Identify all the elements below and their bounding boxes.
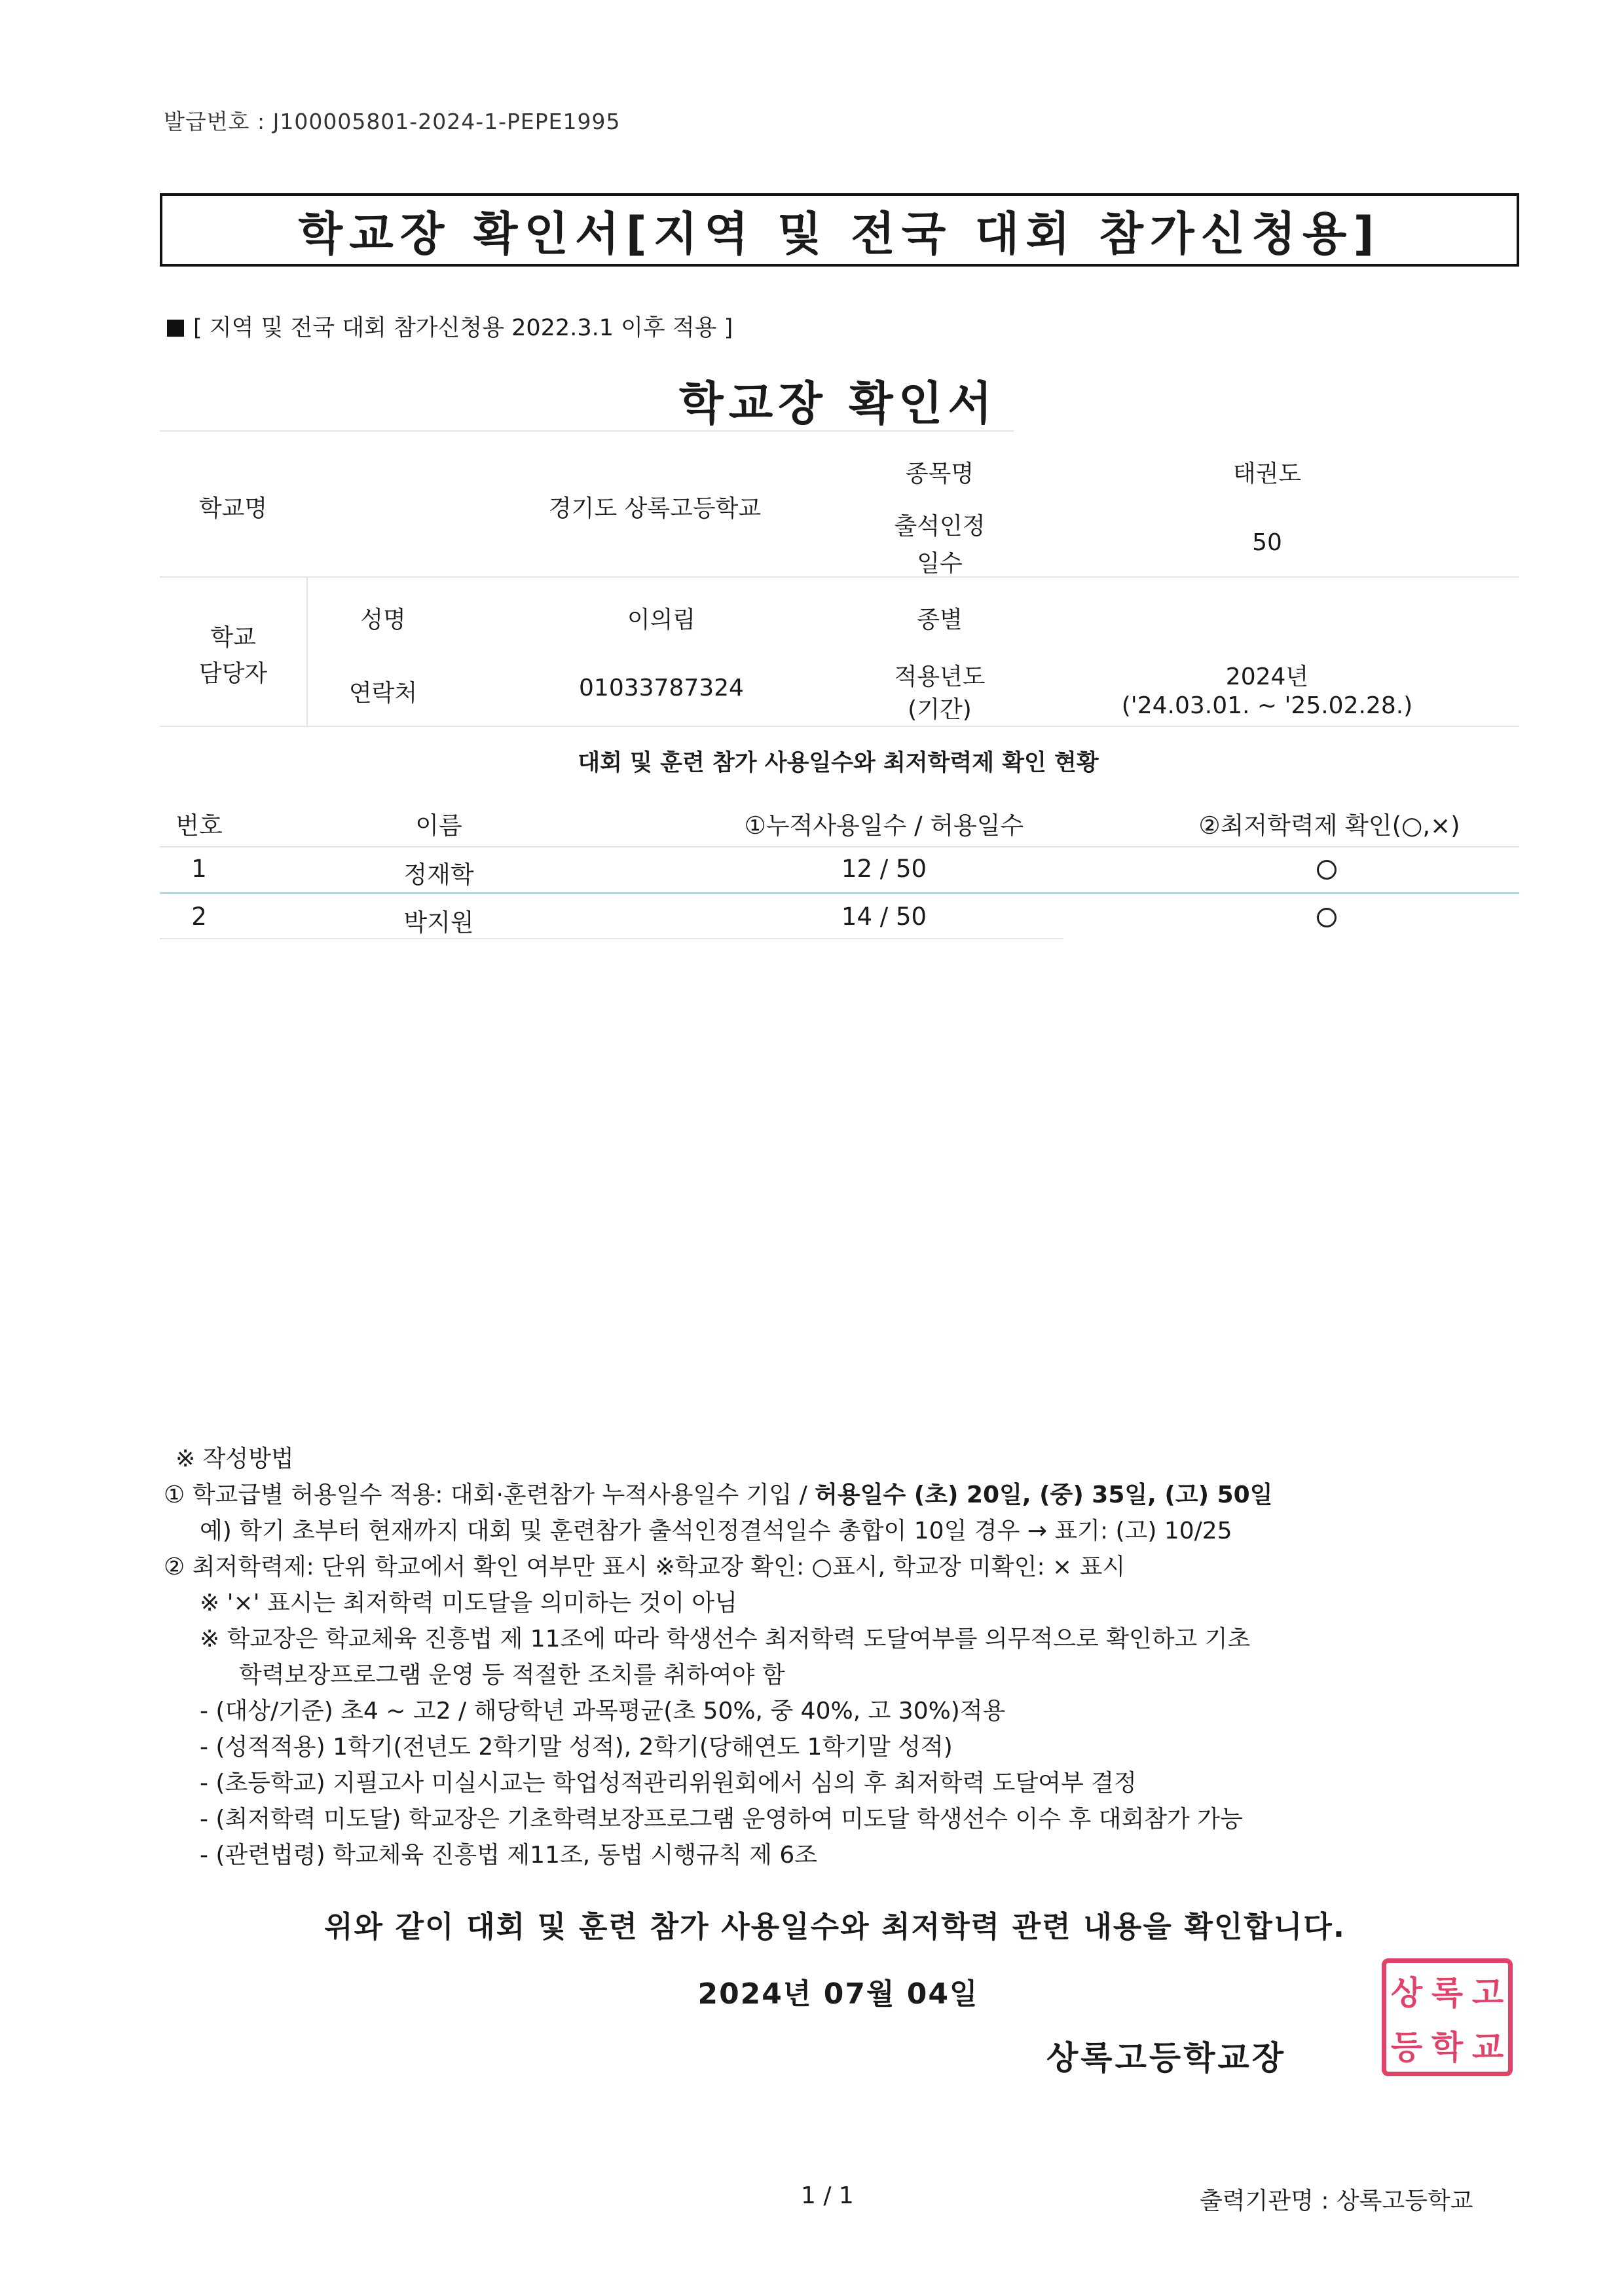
name-value: 이의림	[627, 606, 696, 633]
notice	[167, 310, 733, 343]
header-check: ②최저학력제 확인(○,×)	[1198, 812, 1460, 840]
row-1-check-circle-icon	[1317, 860, 1337, 880]
divider	[160, 938, 1063, 939]
event-label: 종목명	[905, 460, 974, 487]
notes-line-3: ② 최저학력제: 단위 학교에서 확인 여부만 표시 ※학교장 확인: ○표시, 학교장 미확인: × 표시	[164, 1554, 1126, 1580]
school-value: 경기도 상록고등학교	[548, 495, 762, 522]
issue-number: 발급번호 : J100005801-2024-1-PEPE1995	[164, 109, 621, 134]
notes-line-10: - (최저학력 미도달) 학교장은 기초학력보장프로그램 운영하여 미도달 학생선수 이수 후 대회참가 가능	[200, 1806, 1243, 1833]
notes-line-5: ※ 학교장은 학교체육 진흥법 제 11조에 따라 학생선수 최저학력 도달여부를 의무적으로 확인하고 기초	[200, 1626, 1251, 1652]
row-1-name: 정재학	[403, 861, 474, 889]
school-seal-stamp	[1382, 1958, 1513, 2076]
year-value-1: 2024년	[1225, 663, 1309, 690]
confirmation-statement: 위와 같이 대회 및 훈련 참가 사용일수와 최저학력 관련 내용을 확인합니다.	[324, 1909, 1346, 1944]
row-2-name: 박지원	[403, 908, 474, 937]
notes-line-4: ※ '×' 표시는 최저학력 미도달을 의미하는 것이 아님	[200, 1590, 737, 1616]
square-bullet-icon	[167, 320, 184, 337]
notice-text: [ 지역 및 전국 대회 참가신청용 2022.3.1 이후 적용 ]	[193, 315, 733, 341]
row-divider	[160, 892, 1519, 894]
year-value-2: ('24.03.01. ~ '25.02.28.)	[1121, 692, 1413, 719]
contact-value: 01033787324	[579, 675, 744, 701]
year-label-2: (기간)	[908, 696, 972, 723]
header-number: 번호	[175, 812, 223, 840]
notes-line-7: - (대상/기준) 초4 ~ 고2 / 해당학년 과목평균(초 50%, 중 40%, 고 30%)적용	[200, 1698, 1006, 1725]
notes-line-1-text: ① 학교급별 허용일수 적용: 대회·훈련참가 누적사용일수 기입 /	[164, 1482, 815, 1508]
seal-char: 고	[1471, 1973, 1504, 2012]
category-label: 종별	[917, 606, 963, 633]
name-label: 성명	[360, 606, 406, 633]
notes-line-11: - (관련법령) 학교체육 진흥법 제11조, 동법 시행규칙 제 6조	[200, 1842, 818, 1869]
row-2-check-circle-icon	[1317, 908, 1337, 927]
divider	[160, 846, 1519, 848]
header-name: 이름	[415, 812, 462, 840]
seal-char: 록	[1431, 1973, 1464, 2012]
manager-label-2: 담당자	[198, 660, 268, 687]
seal-char: 학	[1431, 2027, 1464, 2066]
notes-line-8: - (성적적용) 1학기(전년도 2학기말 성적), 2학기(당해연도 1학기말 성적)	[200, 1734, 953, 1761]
notes-line-6: 학력보장프로그램 운영 등 적절한 조치를 취하여야 함	[239, 1662, 785, 1689]
manager-label-1: 학교	[210, 624, 256, 651]
issuing-institution: 출력기관명 : 상록고등학교	[1200, 2188, 1473, 2214]
page-number: 1 / 1	[801, 2182, 854, 2209]
row-1-number: 1	[191, 855, 207, 883]
seal-char: 등	[1390, 2027, 1423, 2066]
notes-line-9: - (초등학교) 지필고사 미실시교는 학업성적관리위원회에서 심의 후 최저학력 도달여부 결정	[200, 1770, 1137, 1797]
row-1-days: 12 / 50	[841, 855, 927, 883]
attendance-label-1: 출석인정	[894, 513, 986, 540]
issue-date: 2024년 07월 04일	[697, 1977, 979, 2011]
principal-name: 상록고등학교장	[1046, 2039, 1287, 2077]
document-title-box	[160, 193, 1519, 267]
event-value: 태권도	[1232, 460, 1302, 487]
seal-char: 교	[1471, 2027, 1504, 2066]
row-2-days: 14 / 50	[841, 903, 927, 931]
attendance-value: 50	[1252, 529, 1282, 556]
notes-heading: ※ 작성방법	[175, 1446, 294, 1472]
divider	[160, 576, 1519, 578]
header-days: ①누적사용일수 / 허용일수	[744, 812, 1024, 840]
divider	[306, 578, 308, 726]
notes-line-1-bold: 허용일수 (초) 20일, (중) 35일, (고) 50일	[815, 1482, 1273, 1508]
divider	[160, 430, 1014, 432]
seal-char: 상	[1390, 1973, 1423, 2012]
sub-title: 학교장 확인서	[678, 377, 998, 430]
section-title: 대회 및 훈련 참가 사용일수와 최저학력제 확인 현황	[578, 750, 1099, 776]
attendance-label-2: 일수	[917, 550, 963, 577]
contact-label: 연락처	[348, 680, 418, 707]
divider	[160, 726, 1519, 727]
notes-line-2: 예) 학기 초부터 현재까지 대회 및 훈련참가 출석인정결석일수 총합이 10일 경우 → 표기: (고) 10/25	[200, 1518, 1232, 1544]
notes-line-1	[164, 1477, 1272, 1513]
school-label: 학교명	[198, 495, 268, 522]
year-label-1: 적용년도	[894, 663, 986, 690]
row-2-number: 2	[191, 903, 207, 931]
document-title: 학교장 확인서[지역 및 전국 대회 참가신청용]	[298, 206, 1381, 261]
